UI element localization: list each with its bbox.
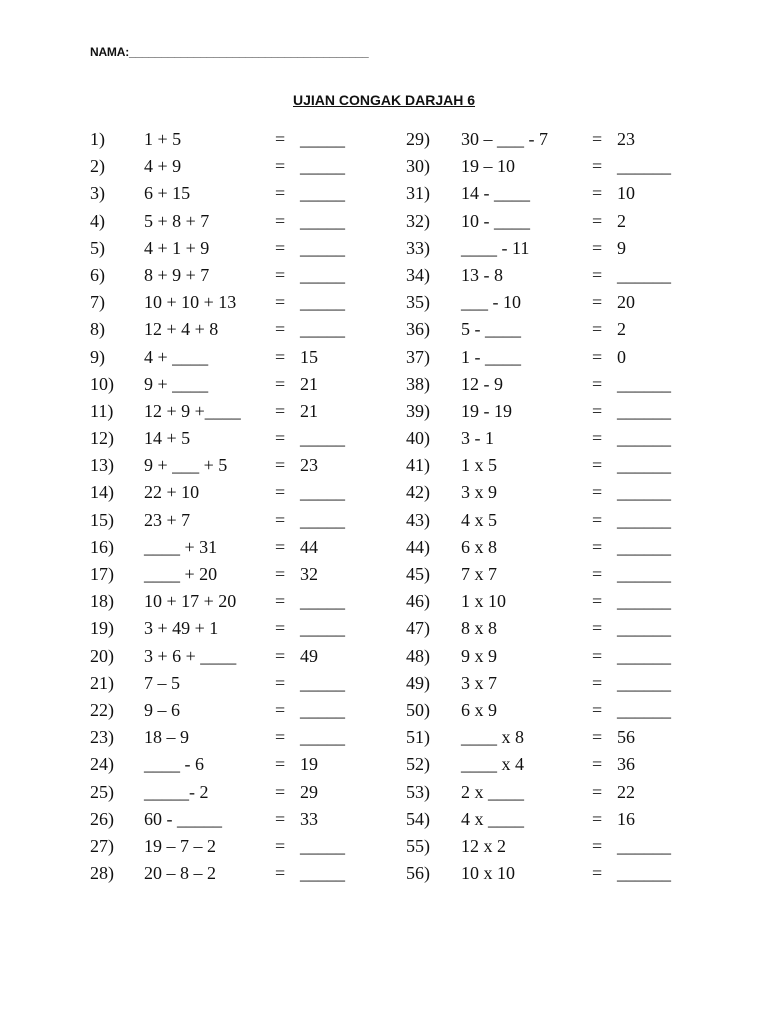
equals-sign: = — [592, 618, 603, 639]
equals-sign: = — [275, 835, 286, 856]
answer-value: 23 — [300, 455, 318, 476]
answer-value: ______ — [617, 264, 671, 285]
question-row — [406, 235, 706, 262]
question-number: 35) — [406, 292, 430, 313]
equals-sign: = — [592, 591, 603, 612]
equals-sign: = — [275, 509, 286, 530]
question-expression: 5 - ____ — [461, 319, 521, 340]
equals-sign: = — [275, 237, 286, 258]
question-number: 51) — [406, 727, 430, 748]
question-expression: 9 + ____ — [144, 373, 209, 394]
question-row — [90, 724, 390, 751]
equals-sign: = — [275, 727, 286, 748]
answer-value: ______ — [617, 672, 671, 693]
question-expression: 12 - 9 — [461, 373, 503, 394]
question-number: 3) — [90, 183, 105, 204]
question-expression: 3 + 6 + ____ — [144, 645, 237, 666]
answer-value: 56 — [617, 727, 635, 748]
question-number: 37) — [406, 346, 430, 367]
question-expression: 6 x 9 — [461, 699, 497, 720]
equals-sign: = — [592, 264, 603, 285]
question-number: 13) — [90, 455, 114, 476]
answer-value: 21 — [300, 400, 318, 421]
question-row — [406, 316, 706, 343]
equals-sign: = — [275, 672, 286, 693]
answer-value: ______ — [617, 509, 671, 530]
question-number: 48) — [406, 645, 430, 666]
question-number: 28) — [90, 863, 114, 884]
question-expression: 3 + 49 + 1 — [144, 618, 219, 639]
equals-sign: = — [275, 699, 286, 720]
equals-sign: = — [275, 591, 286, 612]
question-number: 39) — [406, 400, 430, 421]
question-row — [406, 588, 706, 615]
question-row — [406, 670, 706, 697]
question-expression: 1 - ____ — [461, 346, 521, 367]
answer-value: _____ — [300, 292, 345, 313]
question-number: 30) — [406, 156, 430, 177]
question-row — [90, 126, 390, 153]
equals-sign: = — [592, 754, 603, 775]
question-row — [90, 860, 390, 887]
equals-sign: = — [275, 210, 286, 231]
question-expression: 2 x ____ — [461, 781, 524, 802]
answer-value: 16 — [617, 808, 635, 829]
question-number: 56) — [406, 863, 430, 884]
answer-value: 2 — [617, 319, 626, 340]
name-field-label: NAMA:_____________________________________ — [90, 45, 369, 59]
question-number: 5) — [90, 237, 105, 258]
question-expression: 10 x 10 — [461, 863, 515, 884]
question-expression: 13 - 8 — [461, 264, 503, 285]
answer-value: ______ — [617, 564, 671, 584]
answer-value: _____ — [300, 835, 345, 856]
question-number: 15) — [90, 509, 114, 530]
question-row — [90, 371, 390, 398]
question-row — [90, 452, 390, 479]
equals-sign: = — [592, 129, 603, 149]
equals-sign: = — [592, 645, 603, 666]
question-row — [90, 697, 390, 724]
equals-sign: = — [592, 672, 603, 693]
question-number: 54) — [406, 808, 430, 829]
question-expression: 1 x 10 — [461, 591, 506, 612]
question-row — [406, 371, 706, 398]
question-expression: 6 x 8 — [461, 536, 497, 557]
question-row — [406, 779, 706, 806]
equals-sign: = — [592, 292, 603, 313]
question-number: 50) — [406, 699, 430, 720]
equals-sign: = — [275, 400, 286, 421]
question-number: 43) — [406, 509, 430, 530]
answer-value: _____ — [300, 591, 345, 612]
question-expression: ___ - 10 — [461, 292, 521, 313]
question-expression: 18 – 9 — [144, 727, 189, 748]
question-row — [406, 833, 706, 860]
equals-sign: = — [592, 346, 603, 367]
question-row — [406, 398, 706, 425]
question-number: 40) — [406, 428, 430, 449]
equals-sign: = — [592, 863, 603, 884]
question-row — [90, 180, 390, 207]
question-number: 33) — [406, 237, 430, 258]
equals-sign: = — [275, 346, 286, 367]
question-row — [90, 670, 390, 697]
question-number: 26) — [90, 808, 114, 829]
equals-sign: = — [275, 373, 286, 394]
question-number: 21) — [90, 672, 114, 693]
question-row — [406, 507, 706, 534]
answer-value: 10 — [617, 183, 635, 204]
answer-value: ______ — [617, 455, 671, 476]
answer-value: _____ — [300, 699, 345, 720]
answer-value: _____ — [300, 482, 345, 503]
answer-value: 21 — [300, 373, 318, 394]
question-row — [90, 289, 390, 316]
equals-sign: = — [592, 509, 603, 530]
question-number: 45) — [406, 564, 430, 584]
question-row — [90, 262, 390, 289]
question-expression: 10 + 10 + 13 — [144, 292, 237, 313]
question-number: 17) — [90, 564, 114, 584]
question-expression: 30 – ___ - 7 — [461, 129, 548, 149]
question-expression: 3 x 7 — [461, 672, 497, 693]
question-number: 29) — [406, 129, 430, 149]
equals-sign: = — [275, 156, 286, 177]
answer-value: 0 — [617, 346, 626, 367]
equals-sign: = — [592, 835, 603, 856]
question-row — [90, 588, 390, 615]
question-row — [406, 262, 706, 289]
question-number: 20) — [90, 645, 114, 666]
answer-value: ______ — [617, 863, 671, 884]
equals-sign: = — [275, 482, 286, 503]
question-expression: 60 - _____ — [144, 808, 222, 829]
question-row — [406, 615, 706, 642]
question-row — [90, 561, 390, 588]
question-row — [90, 643, 390, 670]
question-expression: 3 x 9 — [461, 482, 497, 503]
equals-sign: = — [275, 564, 286, 584]
equals-sign: = — [592, 699, 603, 720]
question-row — [406, 153, 706, 180]
question-number: 6) — [90, 264, 105, 285]
question-expression: 19 - 19 — [461, 400, 512, 421]
equals-sign: = — [592, 536, 603, 557]
question-number: 8) — [90, 319, 105, 340]
equals-sign: = — [592, 781, 603, 802]
question-number: 44) — [406, 536, 430, 557]
answer-value: ______ — [617, 618, 671, 639]
question-number: 12) — [90, 428, 114, 449]
answer-value: ______ — [617, 699, 671, 720]
equals-sign: = — [275, 428, 286, 449]
answer-value: 32 — [300, 564, 318, 584]
answer-value: _____ — [300, 210, 345, 231]
answer-value: _____ — [300, 264, 345, 285]
question-row — [90, 208, 390, 235]
equals-sign: = — [275, 129, 286, 149]
question-number: 53) — [406, 781, 430, 802]
answer-value: _____ — [300, 319, 345, 340]
question-number: 22) — [90, 699, 114, 720]
question-number: 23) — [90, 727, 114, 748]
question-expression: 4 + 1 + 9 — [144, 237, 210, 258]
question-expression: 14 - ____ — [461, 183, 530, 204]
answer-value: ______ — [617, 482, 671, 503]
answer-value: ______ — [617, 156, 671, 177]
question-row — [90, 344, 390, 371]
question-number: 19) — [90, 618, 114, 639]
equals-sign: = — [592, 428, 603, 449]
answer-value: _____ — [300, 129, 345, 149]
question-expression: 19 – 7 – 2 — [144, 835, 216, 856]
question-row — [90, 806, 390, 833]
question-expression: 7 – 5 — [144, 672, 180, 693]
answer-value: ______ — [617, 835, 671, 856]
equals-sign: = — [592, 727, 603, 748]
question-expression: 1 + 5 — [144, 129, 182, 149]
question-row — [406, 724, 706, 751]
question-expression: 5 + 8 + 7 — [144, 210, 210, 231]
answer-value: 49 — [300, 645, 318, 666]
answer-value: _____ — [300, 509, 345, 530]
equals-sign: = — [275, 264, 286, 285]
question-number: 7) — [90, 292, 105, 313]
question-number: 10) — [90, 373, 114, 394]
question-row — [406, 860, 706, 887]
question-number: 25) — [90, 781, 114, 802]
question-expression: 19 – 10 — [461, 156, 515, 177]
question-row — [90, 479, 390, 506]
question-row — [406, 561, 706, 588]
equals-sign: = — [592, 400, 603, 421]
question-row — [406, 479, 706, 506]
question-row — [90, 615, 390, 642]
question-row — [406, 180, 706, 207]
question-number: 38) — [406, 373, 430, 394]
question-expression: 12 + 9 +____ — [144, 400, 241, 421]
question-expression: 10 + 17 + 20 — [144, 591, 237, 612]
question-expression: ____ x 8 — [461, 727, 524, 748]
question-expression: 20 – 8 – 2 — [144, 863, 216, 884]
equals-sign: = — [592, 319, 603, 340]
question-number: 34) — [406, 264, 430, 285]
question-number: 11) — [90, 400, 114, 421]
question-number: 1) — [90, 129, 105, 149]
question-row — [406, 643, 706, 670]
question-number: 9) — [90, 346, 105, 367]
question-expression: 3 - 1 — [461, 428, 494, 449]
equals-sign: = — [592, 808, 603, 829]
question-expression: 10 - ____ — [461, 210, 530, 231]
equals-sign: = — [592, 455, 603, 476]
question-number: 46) — [406, 591, 430, 612]
equals-sign: = — [592, 210, 603, 231]
answer-value: _____ — [300, 428, 345, 449]
question-number: 2) — [90, 156, 105, 177]
question-number: 4) — [90, 210, 105, 231]
answer-value: 20 — [617, 292, 635, 313]
answer-value: _____ — [300, 183, 345, 204]
answer-value: ______ — [617, 400, 671, 421]
question-expression: 6 + 15 — [144, 183, 191, 204]
question-number: 42) — [406, 482, 430, 503]
question-row — [90, 398, 390, 425]
equals-sign: = — [275, 618, 286, 639]
question-row — [90, 534, 390, 561]
question-number: 41) — [406, 455, 430, 476]
question-expression: 1 x 5 — [461, 455, 497, 476]
equals-sign: = — [275, 808, 286, 829]
question-expression: 8 x 8 — [461, 618, 497, 639]
equals-sign: = — [275, 645, 286, 666]
equals-sign: = — [592, 237, 603, 258]
question-expression: 4 x ____ — [461, 808, 524, 829]
question-row — [406, 425, 706, 452]
question-expression: 9 – 6 — [144, 699, 180, 720]
question-column-left — [90, 126, 390, 887]
answer-value: _____ — [300, 618, 345, 639]
question-row — [90, 425, 390, 452]
question-expression: 12 x 2 — [461, 835, 506, 856]
answer-value: 19 — [300, 754, 318, 775]
equals-sign: = — [275, 455, 286, 476]
question-expression: 4 + 9 — [144, 156, 182, 177]
question-number: 52) — [406, 754, 430, 775]
question-expression: ____ + 31 — [144, 536, 218, 557]
question-expression: 9 x 9 — [461, 645, 497, 666]
question-expression: 8 + 9 + 7 — [144, 264, 210, 285]
question-expression: ____ x 4 — [461, 754, 524, 775]
question-expression: 9 + ___ + 5 — [144, 455, 228, 476]
worksheet-title: UJIAN CONGAK DARJAH 6 — [292, 92, 476, 108]
answer-value: _____ — [300, 672, 345, 693]
question-row — [90, 779, 390, 806]
question-row — [406, 208, 706, 235]
question-row — [406, 806, 706, 833]
equals-sign: = — [275, 319, 286, 340]
question-number: 55) — [406, 835, 430, 856]
answer-value: _____ — [300, 863, 345, 884]
question-number: 14) — [90, 482, 114, 503]
equals-sign: = — [275, 183, 286, 204]
answer-value: 29 — [300, 781, 318, 802]
answer-value: 44 — [300, 536, 318, 557]
question-expression: 4 + ____ — [144, 346, 209, 367]
question-row — [406, 534, 706, 561]
equals-sign: = — [592, 156, 603, 177]
answer-value: 15 — [300, 346, 318, 367]
question-number: 49) — [406, 672, 430, 693]
answer-value: ______ — [617, 373, 671, 394]
question-number: 27) — [90, 835, 114, 856]
answer-value: _____ — [300, 727, 345, 748]
question-number: 24) — [90, 754, 114, 775]
question-row — [406, 289, 706, 316]
question-expression: ____ - 11 — [461, 237, 530, 258]
equals-sign: = — [275, 754, 286, 775]
question-number: 18) — [90, 591, 114, 612]
question-row — [90, 153, 390, 180]
question-column-right — [406, 126, 706, 887]
equals-sign: = — [275, 292, 286, 313]
question-number: 16) — [90, 536, 114, 557]
question-number: 31) — [406, 183, 430, 204]
answer-value: ______ — [617, 645, 671, 666]
question-row — [406, 344, 706, 371]
question-row — [406, 452, 706, 479]
question-expression: 7 x 7 — [461, 564, 497, 584]
equals-sign: = — [275, 781, 286, 802]
equals-sign: = — [592, 564, 603, 584]
question-row — [406, 126, 706, 153]
question-number: 32) — [406, 210, 430, 231]
question-expression: 22 + 10 — [144, 482, 200, 503]
question-expression: 14 + 5 — [144, 428, 191, 449]
answer-value: 9 — [617, 237, 626, 258]
question-row — [90, 507, 390, 534]
answer-value: _____ — [300, 156, 345, 177]
question-expression: 4 x 5 — [461, 509, 497, 530]
answer-value: 33 — [300, 808, 318, 829]
equals-sign: = — [275, 536, 286, 557]
equals-sign: = — [592, 482, 603, 503]
answer-value: ______ — [617, 428, 671, 449]
question-expression: ____ - 6 — [144, 754, 204, 775]
answer-value: _____ — [300, 237, 345, 258]
answer-value: 22 — [617, 781, 635, 802]
question-expression: _____- 2 — [144, 781, 209, 802]
equals-sign: = — [592, 183, 603, 204]
question-row — [90, 316, 390, 343]
equals-sign: = — [592, 373, 603, 394]
answer-value: 36 — [617, 754, 635, 775]
question-number: 36) — [406, 319, 430, 340]
question-number: 47) — [406, 618, 430, 639]
answer-value: 2 — [617, 210, 626, 231]
question-row — [90, 235, 390, 262]
answer-value: 23 — [617, 129, 635, 149]
question-expression: ____ + 20 — [144, 564, 218, 584]
question-row — [406, 697, 706, 724]
answer-value: ______ — [617, 536, 671, 557]
question-expression: 23 + 7 — [144, 509, 191, 530]
question-row — [90, 833, 390, 860]
question-row — [90, 751, 390, 778]
question-expression: 12 + 4 + 8 — [144, 319, 219, 340]
question-row — [406, 751, 706, 778]
equals-sign: = — [275, 863, 286, 884]
answer-value: ______ — [617, 591, 671, 612]
